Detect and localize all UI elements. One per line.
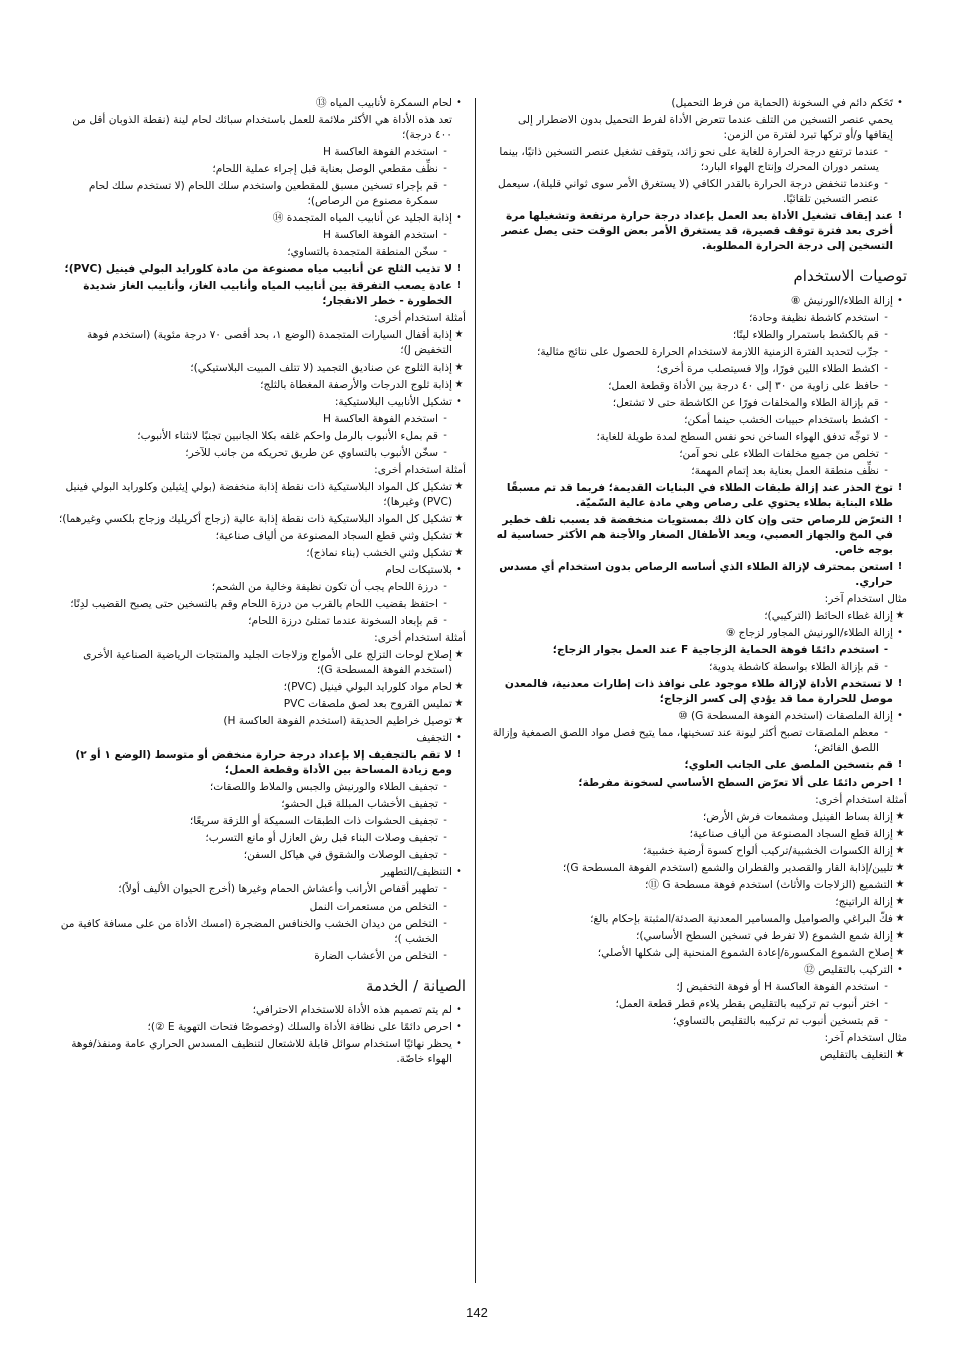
- line-text: وعندما تنخفض درجة الحرارة بالقدر الكافي (لا يستغرق الأمر سوى ثواني قليلة)، سيعمل عنصر التسخين تلقائيًا.: [497, 178, 879, 206]
- list-marker: ★: [895, 946, 905, 958]
- text-line: [487, 592, 907, 607]
- list-marker: -: [884, 980, 888, 992]
- text-line: [56, 113, 466, 143]
- line-text: فكّ البراغي والصواميل والمسامير المعدنية الصدئة/المثبتة بإحكام بالغ؛: [590, 912, 893, 925]
- list-marker: ★: [895, 878, 905, 890]
- list-marker: -: [443, 900, 447, 912]
- list-marker: ★: [454, 378, 464, 390]
- list-marker: -: [884, 146, 888, 158]
- line-text: تشكيل وثني الخشب (بناء نماذج)؛: [306, 546, 452, 559]
- text-line: [487, 844, 907, 859]
- list-marker: -: [884, 178, 888, 190]
- list-marker: •: [897, 627, 903, 639]
- line-text: استعن بمحترف لإزالة الطلاء الذي أساسه الرصاص بدون استخدام أي مسدس حراري.: [499, 561, 893, 589]
- list-marker: -: [443, 163, 447, 175]
- text-line: [56, 446, 466, 461]
- line-text: التخلص من مستعمرات النمل: [309, 900, 438, 913]
- text-line: [56, 882, 466, 897]
- line-text: تجفيف الوصلات والشقوق في هياكل السفن؛: [243, 849, 438, 862]
- list-marker: •: [897, 97, 903, 108]
- list-marker: !: [897, 759, 903, 771]
- line-text: توخ الحذر عند إزالة طبقات الطلاء في البنايات القديمة؛ فربما قد تم مسبقًا طلاء البناية بطلاء يحتوي على رصاص وهي مادة عالية السّميّة.: [506, 481, 893, 509]
- line-text: إزالة شمع الشموع (لا تفرط في تسخين السطح الأساسي)؛: [636, 929, 893, 942]
- list-marker: •: [456, 395, 462, 407]
- line-text: تجفيف الأخشاب المبللة قبل الحشو؛: [281, 798, 438, 811]
- text-line: [56, 780, 466, 795]
- text-line: [56, 831, 466, 846]
- list-marker: -: [884, 997, 888, 1009]
- line-text: تجفيف الطلاء والورنيش والجبس والملاط واللصقات؛: [209, 781, 438, 794]
- text-line: [56, 463, 466, 478]
- text-line: [487, 827, 907, 842]
- list-marker: -: [883, 644, 889, 656]
- text-line: [56, 429, 466, 444]
- list-marker: -: [884, 661, 888, 673]
- line-text: نظِّف مقطعي الوصل بعناية قبل إجراء عملية اللحام؛: [212, 163, 438, 176]
- text-line: [56, 211, 466, 226]
- text-line: [487, 345, 907, 360]
- line-text: التعرّض للرصاص حتى وإن كان ذلك بمستويات منخفضة قد يسبب تلف خطير في المخ والجهاز العصبي، ويعد الأطفال الصغار والأجنة هم الأكثر حساسية له بوجه خاص.: [496, 514, 893, 557]
- list-marker: •: [456, 866, 462, 878]
- line-text: إزالة الكسوات الخشبية/تركيب ألواح كسوة أرضية خشبية؛: [643, 844, 893, 857]
- list-marker: -: [884, 413, 888, 425]
- line-text: إذابة أقفال السيارات المتجمدة (الوضع ١، بحد أقصى ٧٠ درجة مئوية) (استخدم فوهة التخفيض J)؛: [87, 329, 452, 357]
- line-text: تليين/إذابة القار والقصدير والقطران والشمع (استخدم الفوهة المسطحة G)؛: [562, 861, 893, 874]
- line-text: قم بملء الأنبوب بالرمل واحكم غلقه بكلا الجانبين تجنبًا لانثناء الأنبوب؛: [137, 429, 438, 442]
- text-line: [487, 294, 907, 309]
- list-marker: -: [443, 614, 447, 626]
- text-line: [56, 361, 466, 376]
- line-text: قم بتسخين أنبوب تم تركيبه بالتقليص بالتساوي؛: [672, 1014, 879, 1027]
- list-marker: •: [456, 1020, 462, 1032]
- line-text: إذابة الثلوج عن صناديق التجميد (لا تتلف المبيت البلاستيكي)؛: [190, 361, 452, 374]
- list-marker: -: [443, 781, 447, 793]
- line-text: احرص دائمًا على نظافة الأداة والسلك (وخصوصًا فتحات التهوية E ②)؛: [147, 1020, 452, 1033]
- line-text: اختر أنبوب تم تركيبه بالتقليص بقطر يلاءم قطر قطعة العمل؛: [615, 997, 879, 1010]
- list-marker: ★: [454, 529, 464, 541]
- text-line: [56, 814, 466, 829]
- list-marker: !: [897, 776, 903, 788]
- text-line: [56, 797, 466, 812]
- text-line: [487, 209, 907, 254]
- text-line: [487, 1014, 907, 1029]
- text-line: [56, 648, 466, 678]
- list-marker: ★: [895, 895, 905, 907]
- list-marker: •: [897, 710, 903, 722]
- line-text: توصيل خراطيم الحديقة (استخدم الفوهة العاكسة H): [223, 715, 452, 728]
- line-text: إزالة الملصقات (استخدم الفوهة المسطحة G) ⑩: [678, 710, 893, 723]
- line-text: قم بالكشط باستمرار والطلاء لينًا؛: [732, 328, 879, 341]
- line-text: استخدم الفوهة العاكسة H: [323, 229, 438, 242]
- list-marker: -: [443, 798, 447, 810]
- list-marker: -: [884, 447, 888, 459]
- text-line: [487, 709, 907, 724]
- text-line: [56, 631, 466, 646]
- line-text: لا تستخدم الأداة لإزالة طلاء موجود على نوافذ ذات إطارات معدنية، فالمعدن موصل للحرارة مما قد يؤدي إلى كسر الزجاج؛: [504, 678, 893, 706]
- section-heading: توصيات الاستخدام: [793, 267, 907, 286]
- line-text: التغليف بالتقليص: [819, 1049, 893, 1062]
- line-text: أمثلة استخدام أخرى:: [815, 793, 907, 806]
- text-line: [487, 113, 907, 143]
- line-text: عادة يصعب التفرقة بين أنابيب المياه وأنابيب الغاز، وأنابيب الغاز شديدة الخطورة - خطر الانفجار؛: [83, 280, 452, 308]
- line-text: درزة اللحام يجب أن تكون نظيفة وخالية من الشحم؛: [211, 580, 438, 593]
- list-marker: ★: [454, 681, 464, 693]
- list-marker: ★: [895, 610, 905, 622]
- line-text: تجفيف الحشوات ذات الطبقات السميكة أو اللزقة سريعًا؛: [189, 815, 438, 828]
- text-line: [487, 413, 907, 428]
- text-line: [56, 96, 466, 111]
- list-marker: -: [884, 464, 888, 476]
- list-marker: -: [884, 345, 888, 357]
- list-marker: -: [884, 311, 888, 323]
- text-line: [487, 481, 907, 511]
- line-text: تشكيل الأنابيب البلاستيكية:: [334, 395, 452, 408]
- list-marker: -: [443, 832, 447, 844]
- list-marker: -: [884, 362, 888, 374]
- text-line: [487, 895, 907, 910]
- text-line: [56, 865, 466, 880]
- text-line: [56, 311, 466, 326]
- text-line: [487, 861, 907, 876]
- line-text: تشكيل كل المواد البلاستيكية ذات نقطة إذابة عالية (زجاج أكريليك وزجاج بلكسي وغيرهما)؛: [58, 512, 452, 525]
- text-line: [56, 848, 466, 863]
- line-text: التنظيف/التطهير: [381, 866, 452, 879]
- line-text: استخدم الفوهة العاكسة H: [323, 146, 438, 159]
- text-line: [487, 980, 907, 995]
- list-marker: -: [884, 379, 888, 391]
- line-text: التشميع (الزلاجات والأثاث) استخدم فوهة مسطحة G ⑪؛: [645, 878, 893, 891]
- line-text: إصلاح الشموع المكسورة/إعادة الشموع المنحنية إلى شكلها الأصلي؛: [597, 946, 893, 959]
- list-marker: ★: [895, 1049, 905, 1061]
- line-text: استخدم الفوهة العاكسة H أو فوهة التخفيض J؛: [676, 980, 879, 993]
- list-marker: !: [897, 481, 903, 493]
- line-text: استخدم دائمًا فوهة الحماية الزجاجية F عند العمل بجوار الزجاج؛: [552, 644, 879, 657]
- line-text: لم يتم تصميم هذه الأداة للاستخدام الاحترافي؛: [252, 1003, 452, 1016]
- line-text: إزالة الطلاء/الورنيش ⑧: [790, 294, 893, 307]
- text-line: [487, 464, 907, 479]
- list-marker: !: [897, 561, 903, 573]
- list-marker: ★: [454, 698, 464, 710]
- list-marker: -: [884, 328, 888, 340]
- line-text: تطهير أقفاص الأرانب وأعشاش الحمام وغيرها (أخرج الحيوان الأليف أولاً)؛: [118, 883, 438, 896]
- text-line: [487, 560, 907, 590]
- list-marker: •: [897, 963, 903, 975]
- line-text: معظم الملصقات تصبح أكثر ليونة عند تسخينها، مما يتيح فصل مواد اللصق الصمغية وإزالة اللصق الفائض؛: [492, 727, 879, 755]
- text-line: [487, 963, 907, 978]
- line-text: يحمي عنصر التسخين من التلف عندما تتعرض الأداة لفرط التحميل بدون الاضطرار إلى إيقافها و/أو تركها تبرد لفترة من الزمن:: [517, 114, 893, 142]
- list-marker: ★: [895, 844, 905, 856]
- line-text: إزالة الطلاء/الورنيش المجاور لزجاج ⑨: [725, 627, 893, 640]
- line-text: اكشط الطلاء اللين فورًا، وإلا فسيتصلب مرة أخرى؛: [656, 362, 879, 375]
- line-text: احرص دائمًا على ألا تعرّض السطح الأساسي لسخونة مفرطة؛: [578, 776, 893, 789]
- line-text: مثال استخدام آخر:: [824, 593, 907, 606]
- line-text: جرِّب لتحديد الفترة الزمنية اللازمة لاستخدام الحرارة للحصول على نتائج مثالية؛: [536, 345, 879, 358]
- line-text: اكشط باستخدام حبيبات الخشب حينما أمكن؛: [684, 413, 879, 426]
- list-marker: !: [456, 263, 462, 275]
- line-text: استخدم كاشطة نظيفة وحادة؛: [749, 311, 879, 324]
- line-text: تجفيف وصلات البناء قبل رش العازل أو مانع التسرب؛: [205, 832, 438, 845]
- text-line: [487, 997, 907, 1012]
- list-marker: -: [443, 883, 447, 895]
- list-marker: ★: [454, 649, 464, 661]
- line-text: مثال استخدام آخر:: [824, 1031, 907, 1044]
- text-line: [487, 946, 907, 961]
- list-marker: -: [443, 146, 447, 158]
- line-text: عندما ترتفع درجة الحرارة للغاية على نحو زائد، يتوقف تشغيل عنصر التسخين ذاتيًا، بينما يستمر دوران المحرك وإنتاج الهواء البارد؛: [499, 146, 879, 174]
- line-text: إزالة بساط الفينيل ومشمعات فرش الأرض؛: [702, 810, 893, 823]
- text-line: [56, 714, 466, 729]
- text-line: [487, 929, 907, 944]
- list-marker: •: [456, 1037, 462, 1049]
- line-text: يحظر نهائيًا استخدام سوائل قابلة للاشتعال لتنظيف المسدس الحراري عامة ومنفذ/فوهة الهواء خاصّة.: [71, 1037, 452, 1066]
- list-marker: •: [897, 294, 903, 306]
- text-line: [487, 810, 907, 825]
- text-line: [487, 726, 907, 756]
- list-marker: -: [443, 246, 447, 258]
- line-text: تمليس القروح بعد لصق ملصقات PVC: [283, 698, 452, 711]
- list-marker: ★: [454, 715, 464, 727]
- list-marker: -: [443, 949, 447, 961]
- text-line: [487, 328, 907, 343]
- list-marker: -: [443, 917, 447, 929]
- list-marker: -: [884, 430, 888, 442]
- text-line: [487, 513, 907, 558]
- line-text: قم بإبعاد السخونة عندما تمتلئ درزة اللحام؛: [248, 614, 438, 627]
- list-marker: -: [443, 597, 447, 609]
- list-marker: -: [884, 727, 888, 739]
- text-line: [56, 228, 466, 243]
- list-marker: ★: [454, 546, 464, 558]
- list-marker: •: [456, 1003, 462, 1015]
- text-line: [56, 949, 466, 964]
- line-text: سخّن المنطقة المتجمدة بالتساوي؛: [287, 246, 438, 259]
- line-text: إزالة الراتينج؛: [835, 895, 893, 908]
- text-line: [56, 179, 466, 209]
- line-text: نظِّف منطقة العمل بعناية بعد إتمام المهمة؛: [691, 464, 879, 477]
- list-marker: !: [897, 210, 903, 222]
- text-line: [56, 245, 466, 260]
- line-text: تخلص من جميع مخلفات الطلاء على نحو آمن؛: [679, 447, 879, 460]
- column-divider: [475, 98, 476, 1283]
- list-marker: -: [443, 446, 447, 458]
- list-marker: ★: [454, 361, 464, 373]
- text-line: [56, 680, 466, 695]
- list-marker: -: [884, 1014, 888, 1026]
- text-line: [487, 677, 907, 707]
- text-line: [56, 1003, 466, 1018]
- list-marker: ★: [895, 810, 905, 822]
- line-text: إزالة قطع السجاد المصنوعة من ألياف صناعية؛: [689, 827, 893, 840]
- list-marker: ★: [454, 512, 464, 524]
- text-line: [487, 660, 907, 675]
- list-marker: !: [456, 280, 462, 292]
- right-column: [487, 96, 907, 1065]
- text-line: [56, 412, 466, 427]
- text-line: [56, 697, 466, 712]
- list-marker: ★: [895, 912, 905, 924]
- list-marker: !: [897, 678, 903, 690]
- list-marker: ★: [895, 861, 905, 873]
- line-text: التخلص من الأعشاب الضارة: [314, 949, 438, 962]
- line-text: أمثلة استخدام أخرى:: [374, 312, 466, 325]
- line-text: لا تذيب الثلج عن أنابيب مياه مصنوعة من مادة كلورايد البولي فينيل (PVC)؛: [64, 263, 452, 276]
- text-line: [56, 529, 466, 544]
- text-line: [56, 480, 466, 510]
- line-text: إصلاح لوحات التزلج على الأمواج وزلاجات الجليد والمنتجات الرياضية الصناعية الأخرى (استخدم الفوهة المسطحة G)؛: [83, 649, 452, 677]
- line-text: لحام السمكرة لأنابيب المياه ⑬: [316, 97, 452, 109]
- text-line: [56, 378, 466, 393]
- line-text: احتفظ بقضيب اللحام بالقرب من درزة اللحام وقم بالتسخين حتى يصبح القضيب لدِنًا؛: [70, 597, 438, 610]
- text-line: [56, 279, 466, 309]
- text-line: [487, 177, 907, 207]
- line-text: التجفيف: [416, 732, 452, 745]
- line-text: عند إيقاف تشغيل الأداة بعد العمل بإعداد درجة حرارة مرتفعة وتشغيلها مرة أخرى بعد فترة توقف قصيرة، قد يستغرق الأمر بعض الوقت حتى يصل عنصر التسخين إلى درجة الحرارة المطلوبة.: [501, 210, 893, 253]
- text-line: [487, 776, 907, 791]
- list-marker: -: [443, 849, 447, 861]
- text-line: [56, 917, 466, 947]
- line-text: بلاستيكات لحام: [385, 563, 452, 576]
- text-line: [487, 145, 907, 175]
- text-line: [56, 1020, 466, 1035]
- text-line: [56, 546, 466, 561]
- list-marker: •: [456, 563, 462, 575]
- line-text: قم بإزالة الطلاء والمخلفات فورًا عن الكاشطة حتى لا تشتعل؛: [612, 396, 879, 409]
- list-marker: -: [443, 180, 447, 192]
- text-line: [487, 311, 907, 326]
- line-text: سخّن الأنبوب بالتساوي عن طريق تحريكه من جانب للآخر؛: [185, 446, 438, 459]
- text-line: [487, 96, 907, 111]
- line-text: إذابة ثلوج الدرجات والأرصفة المغطاة بالثلج؛: [260, 378, 452, 391]
- line-text: استخدم الفوهة العاكسة H: [323, 412, 438, 425]
- list-marker: -: [443, 815, 447, 827]
- text-line: [56, 563, 466, 578]
- text-line: [56, 614, 466, 629]
- text-line: [487, 362, 907, 377]
- line-text: حافظ على زاوية من ٣٠ إلى ٤٠ درجة بين الأداة وقطعة العمل؛: [608, 379, 879, 392]
- list-marker: -: [884, 396, 888, 408]
- line-text: قم بإجراء تسخين مسبق للمقطعين واستخدم سلك اللحام (لا تستخدم سلك لحام سمكرة مصنوع من الرصاص)؛: [88, 180, 438, 208]
- line-text: أمثلة استخدام أخرى:: [374, 632, 466, 644]
- line-text: التخلص من ديدان الخشب والخنافس المضجرة (امسك الأداة من على مسافة كافية من الخشب )؛: [60, 917, 438, 945]
- text-line: [487, 758, 907, 773]
- line-text: تعد هذه الأداة هي الأكثر ملائمة للعمل باستخدام سبائك لحام لينة (نقطة الذوبان أقل من ٤٠٠ درجة)؛: [72, 114, 452, 142]
- text-line: [487, 626, 907, 641]
- text-line: [487, 878, 907, 893]
- text-line: [487, 447, 907, 462]
- text-line: [56, 145, 466, 160]
- list-marker: •: [456, 97, 462, 108]
- text-line: [56, 597, 466, 612]
- text-line: [56, 328, 466, 358]
- text-line: [487, 396, 907, 411]
- text-line: [487, 379, 907, 394]
- list-marker: ★: [895, 827, 905, 839]
- section-heading: الصيانة / الخدمة: [365, 976, 466, 995]
- text-line: [56, 580, 466, 595]
- text-line: [487, 1048, 907, 1063]
- list-marker: -: [443, 412, 447, 424]
- text-line: [487, 1031, 907, 1046]
- list-marker: -: [443, 429, 447, 441]
- line-text: أمثلة استخدام أخرى:: [374, 463, 466, 476]
- list-marker: -: [443, 580, 447, 592]
- line-text: تشكيل كل المواد البلاستيكية ذات نقطة إذابة منخفضة (بولي إيثيلين وكلورايد البولي فينيل (PVC) وغيرها)؛: [65, 480, 452, 508]
- list-marker: !: [897, 514, 903, 526]
- line-text: إزالة غطاء الحائط (التركيبي)؛: [764, 610, 893, 623]
- list-marker: -: [443, 229, 447, 241]
- line-text: تشكيل وثني قطع السجاد المصنوعة من ألياف صناعية؛: [215, 529, 452, 542]
- line-text: لحام مواد كلورايد البولي فينيل (PVC)؛: [283, 681, 452, 694]
- left-column: [56, 96, 466, 1069]
- text-line: [56, 1037, 466, 1067]
- list-marker: ★: [454, 480, 464, 492]
- text-line: [487, 912, 907, 927]
- list-marker: ★: [895, 929, 905, 941]
- line-text: لا توجِّه تدفق الهواء الساخن نحو نفس السطح لمدة طويلة للغاية؛: [596, 430, 879, 443]
- text-line: [487, 793, 907, 808]
- text-line: [56, 900, 466, 915]
- page-number: 142: [466, 1305, 488, 1320]
- list-marker: •: [456, 732, 462, 744]
- text-line: [56, 262, 466, 277]
- text-line: [56, 395, 466, 410]
- list-marker: !: [456, 749, 462, 761]
- line-text: قم بتسخين الملصق على الجانب العلوي؛: [684, 759, 893, 772]
- text-line: [56, 748, 466, 778]
- text-line: [487, 643, 907, 658]
- text-line: [56, 731, 466, 746]
- list-marker: •: [456, 212, 462, 224]
- line-text: تَحَكم دائم في السخونة (الحماية من فرط التحميل): [671, 97, 893, 109]
- line-text: إذابة الجليد عن أنابيب المياه المتجمدة ⑭: [272, 212, 452, 225]
- line-text: التركيب بالتقليص ⑫: [804, 963, 893, 976]
- line-text: قم بإزالة الطلاء بواسطة كاشطة يدوية؛: [708, 661, 879, 674]
- text-line: [487, 609, 907, 624]
- line-text: لا تقم بالتجفيف إلا بإعداد درجة حرارة منخفض أو متوسط (الوضع ١ أو ٢) ومع زيادة المساحة بين الأداة وقطعة العمل؛: [75, 749, 452, 777]
- text-line: [56, 512, 466, 527]
- list-marker: ★: [454, 329, 464, 341]
- text-line: [487, 430, 907, 445]
- text-line: [56, 162, 466, 177]
